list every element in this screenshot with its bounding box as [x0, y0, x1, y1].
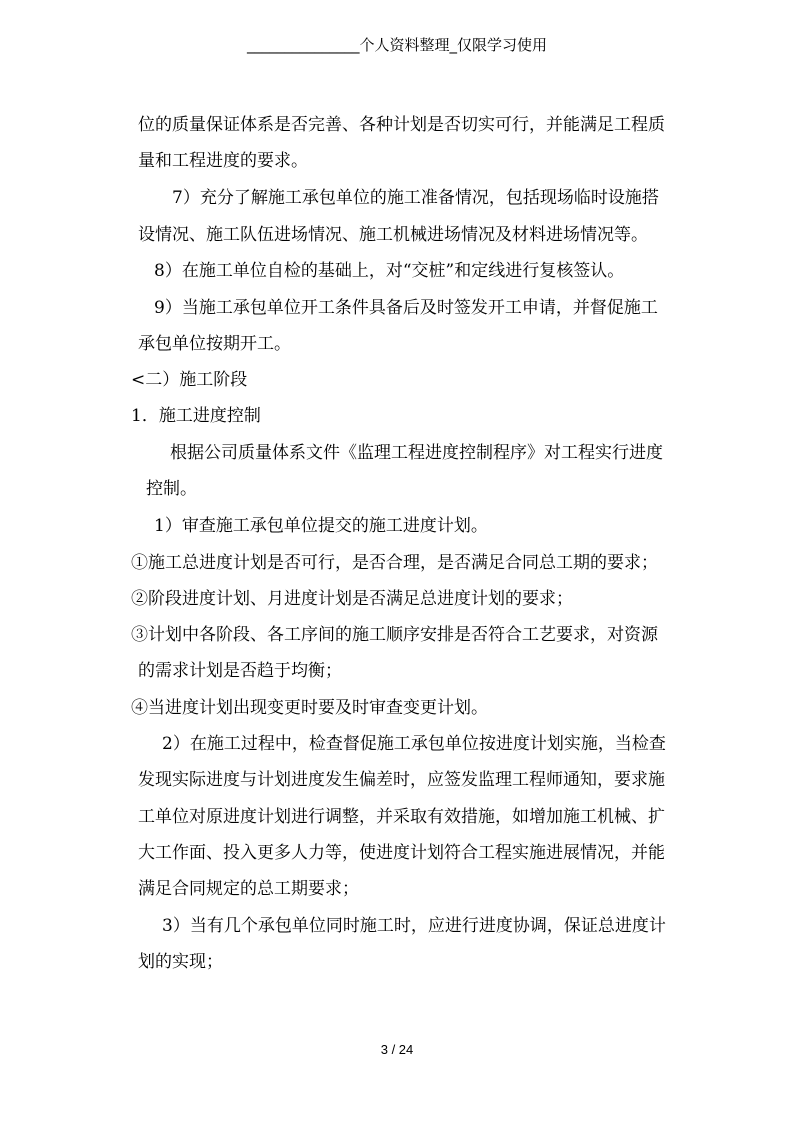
page-header: _______________个人资料整理_仅限学习使用: [246, 36, 547, 54]
body-line: 量和工程进度的要求。: [138, 151, 308, 171]
body-line: 3）当有几个承包单位同时施工时，应进行进度协调，保证总进度计: [162, 916, 666, 936]
body-line: 7）充分了解施工承包单位的施工准备情况，包括现场临时设施搭: [172, 188, 659, 208]
body-line: 大工作面、投入更多人力等，使进度计划符合工程实施进展情况，并能: [138, 843, 665, 863]
section-heading: <二）施工阶段: [131, 370, 248, 390]
body-line: 8）在施工单位自检的基础上，对“交桩”和定线进行复核签认。: [154, 261, 625, 281]
body-line: 控制。: [146, 479, 197, 499]
list-item: ④当进度计划出现变更时要及时审查变更计划。: [131, 698, 488, 718]
list-item: ①施工总进度计划是否可行，是否合理，是否满足合同总工期的要求；: [131, 553, 658, 573]
list-item: ②阶段进度计划、月进度计划是否满足总进度计划的要求；: [131, 589, 573, 609]
body-line: 根据公司质量体系文件《监理工程进度控制程序》对工程实行进度: [170, 443, 663, 463]
body-line: 位的质量保证体系是否完善、各种计划是否切实可行，并能满足工程质: [138, 115, 665, 135]
body-line: 9）当施工承包单位开工条件具备后及时签发开工申请，并督促施工: [154, 298, 658, 318]
body-line: 划的实现；: [138, 952, 223, 972]
body-line: 承包单位按期开工。: [138, 334, 291, 354]
body-line: 1）审查施工承包单位提交的施工进度计划。: [154, 516, 488, 536]
body-line: 发现实际进度与计划进度发生偏差时，应签发监理工程师通知，要求施: [138, 770, 665, 790]
subsection-heading: 1．施工进度控制: [131, 406, 261, 426]
body-line: 设情况、施工队伍进场情况、施工机械进场情况及材料进场情况等。: [138, 225, 648, 245]
body-line: 工单位对原进度计划进行调整，并采取有效措施，如增加施工机械、扩: [138, 807, 665, 827]
list-item: ③计划中各阶段、各工序间的施工顺序安排是否符合工艺要求，对资源: [131, 625, 658, 645]
body-line: 的需求计划是否趋于均衡；: [138, 661, 342, 681]
body-line: 满足合同规定的总工期要求；: [138, 879, 359, 899]
page-number: 3 / 24: [380, 1042, 414, 1057]
body-line: 2）在施工过程中，检查督促施工承包单位按进度计划实施，当检查: [162, 734, 666, 754]
